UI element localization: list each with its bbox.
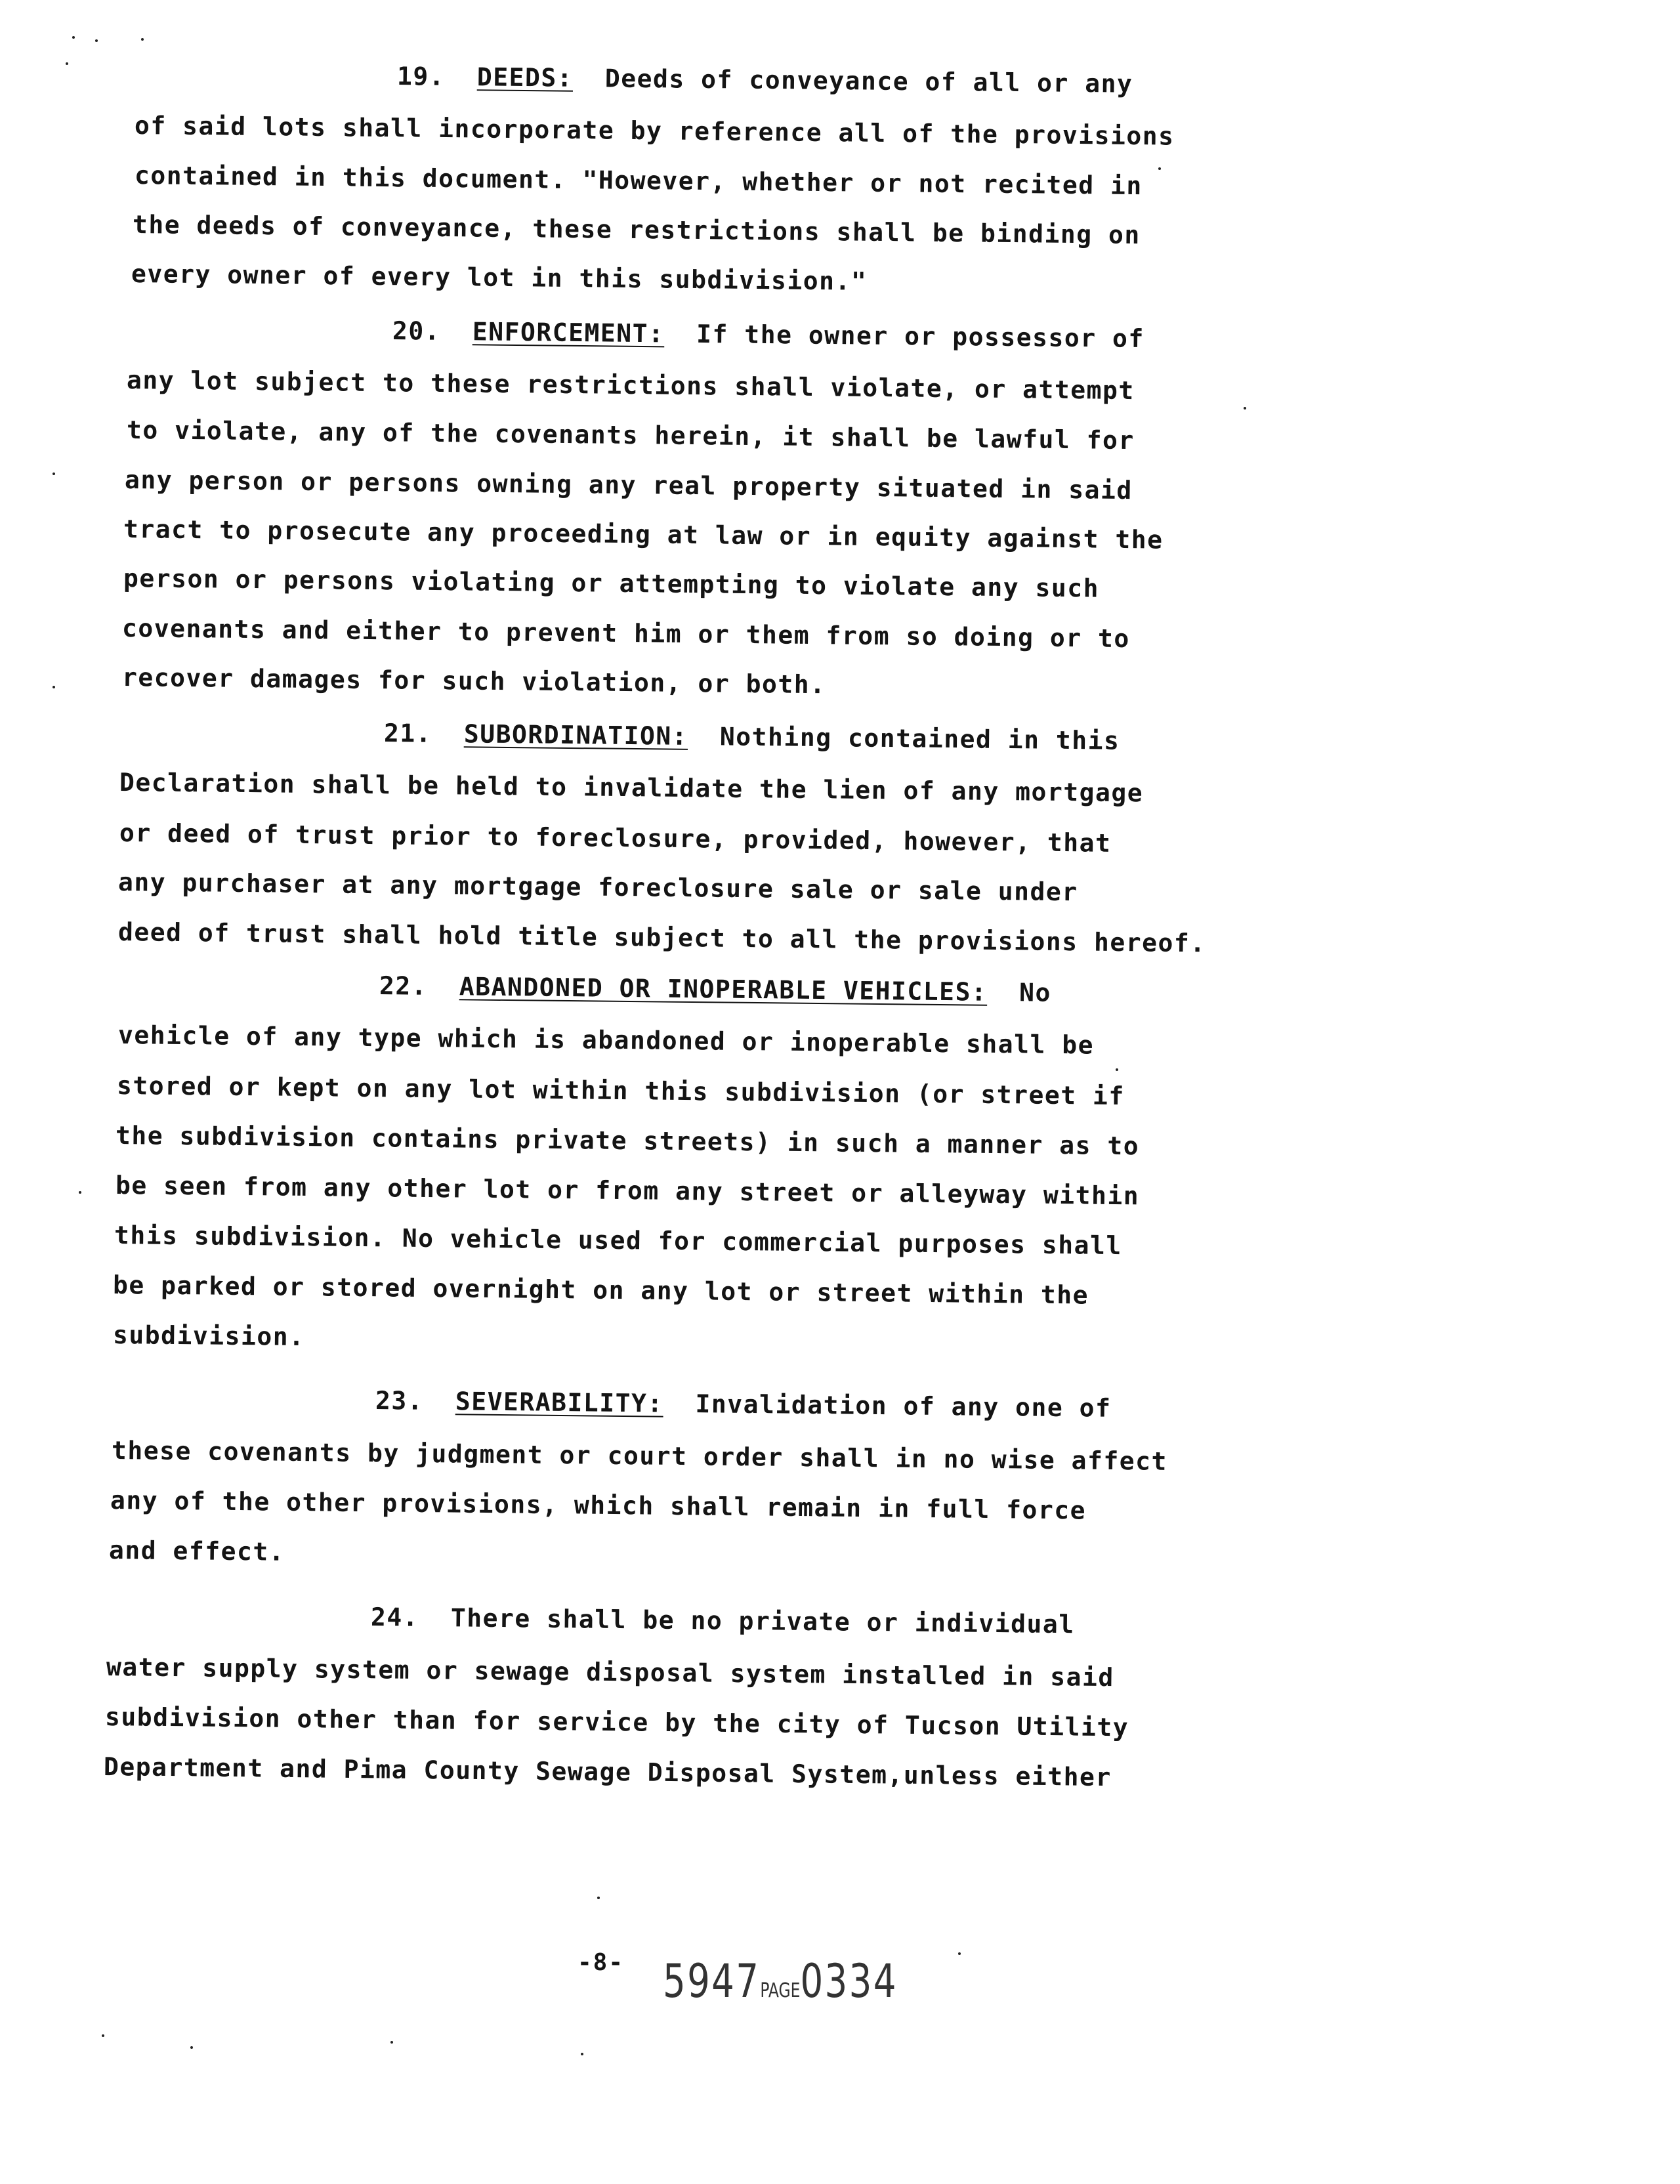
section-heading: ABANDONED OR INOPERABLE VEHICLES: <box>459 972 988 1007</box>
scan-speck <box>79 1191 81 1194</box>
paragraph-line: contained in this document. "However, whether or not recited in <box>134 161 1143 201</box>
paragraph-line: or deed of trust prior to foreclosure, provided, however, that <box>119 818 1112 858</box>
section-number: 21. <box>383 719 432 748</box>
paragraph-line: covenants and either to prevent him or them from so doing or to <box>121 614 1130 654</box>
scan-speck <box>597 1897 600 1899</box>
paragraph-line: any purchaser at any mortgage foreclosure sale or sale under <box>117 868 1078 907</box>
section-number: 19. <box>396 62 446 91</box>
paragraph-line: any lot subject to these restrictions shall violate, or attempt <box>126 366 1135 406</box>
paragraph-line: recover damages for such violation, or both. <box>121 663 826 700</box>
paragraph-line: person or persons violating or attempting to violate any such <box>123 564 1100 603</box>
scan-speck <box>72 36 75 39</box>
paragraph-line: subdivision other than for service by the city of Tucson Utility <box>104 1702 1129 1742</box>
stamp-page-label: PAGE <box>760 1979 801 2002</box>
section-text: No <box>1018 978 1052 1007</box>
section-text: If the owner or possessor of <box>696 319 1144 353</box>
paragraph-line: the deeds of conveyance, these restrictions shall be binding on <box>132 210 1141 250</box>
section-text: There shall be no private or individual <box>450 1603 1075 1639</box>
paragraph-line: any of the other provisions, which shall remain in full force <box>110 1486 1087 1525</box>
scan-speck <box>1244 407 1246 410</box>
paragraph-line: subdivision. <box>112 1320 305 1352</box>
scan-speck <box>95 39 98 42</box>
scan-speck <box>390 2041 393 2044</box>
scan-speck <box>52 472 55 475</box>
section-heading: SEVERABILITY: <box>455 1387 664 1418</box>
page-number: -8- <box>578 1949 625 1976</box>
scan-speck <box>66 62 68 65</box>
section-20-first-line <box>392 315 1144 354</box>
paragraph-line: Department and Pima County Sewage Disposal System,unless either <box>103 1752 1112 1792</box>
stamp-page: 0334 <box>800 1954 898 2008</box>
scan-speck <box>958 1952 961 1955</box>
paragraph-line: the subdivision contains private streets) in such a manner as to <box>115 1121 1140 1161</box>
section-21-first-line <box>384 717 1120 757</box>
paragraph-line: of said lots shall incorporate by reference all of the provisions <box>134 111 1175 151</box>
section-heading: ENFORCEMENT: <box>472 317 665 348</box>
paragraph-line: Declaration shall be held to invalidate the lien of any mortgage <box>119 768 1144 808</box>
section-text: Nothing contained in this <box>719 722 1120 755</box>
paragraph-line: be parked or stored overnight on any lot or street within the <box>112 1270 1089 1310</box>
scan-speck <box>1116 1068 1118 1071</box>
paragraph-line: stored or kept on any lot within this subdivision (or street if <box>116 1071 1125 1111</box>
section-23-first-line <box>375 1385 1112 1424</box>
paragraph-line: these covenants by judgment or court order shall in no wise affect <box>111 1436 1168 1476</box>
scan-speck <box>141 38 144 41</box>
section-19-first-line <box>397 60 1133 100</box>
section-22-first-line <box>379 970 1051 1009</box>
section-24-first-line <box>371 1601 1075 1640</box>
section-heading: DEEDS: <box>476 62 574 93</box>
paragraph-line: and effect. <box>108 1536 285 1566</box>
recording-stamp <box>663 1954 898 2008</box>
scan-speck <box>102 2034 104 2037</box>
scan-speck <box>190 2046 193 2049</box>
paragraph-line: water supply system or sewage disposal system installed in said <box>106 1652 1114 1692</box>
paragraph-line: vehicle of any type which is abandoned or inoperable shall be <box>117 1020 1095 1060</box>
paragraph-line: be seen from any other lot or from any street or alleyway within <box>115 1171 1140 1211</box>
scan-speck <box>52 686 55 688</box>
paragraph-line: deed of trust shall hold title subject to all the provisions hereof. <box>117 917 1206 958</box>
section-text: Invalidation of any one of <box>695 1389 1112 1423</box>
paragraph-line: any person or persons owning any real property situated in said <box>124 465 1133 505</box>
paragraph-line: to violate, any of the covenants herein, it shall be lawful for <box>126 415 1135 455</box>
section-number: 23. <box>375 1386 424 1416</box>
paragraph-line: every owner of every lot in this subdivision." <box>131 259 868 296</box>
scan-speck <box>1158 167 1161 170</box>
section-number: 24. <box>370 1603 419 1632</box>
section-number: 20. <box>392 316 441 346</box>
paragraph-line: tract to prosecute any proceeding at law or in equity against the <box>123 514 1164 555</box>
scan-speck <box>581 2053 583 2055</box>
stamp-book: 5947 <box>663 1954 761 2008</box>
section-text: Deeds of conveyance of all or any <box>604 64 1133 98</box>
section-number: 22. <box>379 971 428 1001</box>
paragraph-line: this subdivision. No vehicle used for commercial purposes shall <box>114 1221 1122 1261</box>
section-heading: SUBORDINATION: <box>463 719 688 751</box>
